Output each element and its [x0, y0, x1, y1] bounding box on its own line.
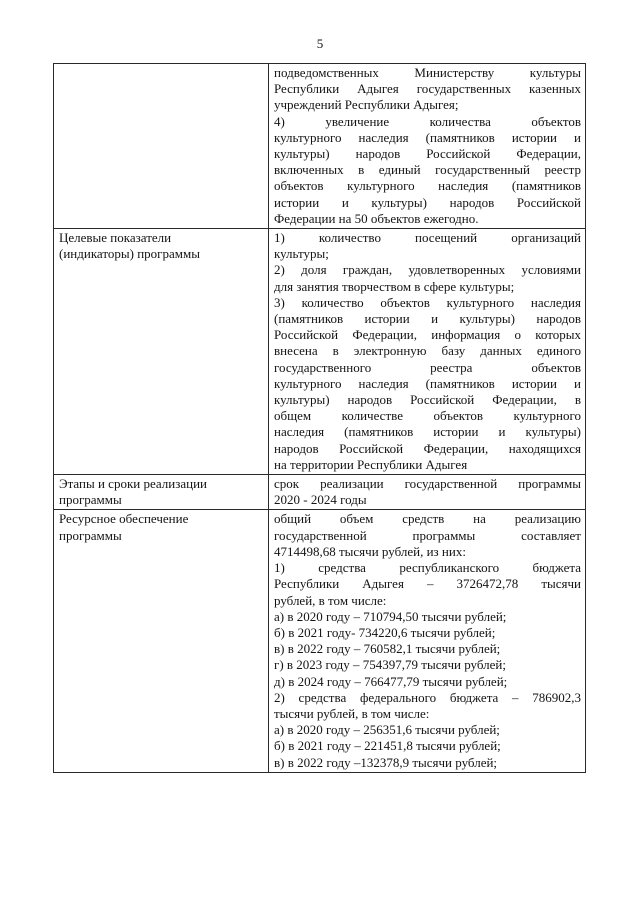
row-value-line: внесена в электронную базу данных единого — [274, 343, 581, 359]
row-value-cell — [269, 510, 586, 772]
row-value-line: тысячи рублей, в том числе: — [274, 705, 430, 721]
row-value-line: культуры; — [274, 246, 329, 262]
row-value-line: общий объем средств на реализацию — [274, 511, 581, 527]
row-label-line: Ресурсное обеспечение — [59, 511, 189, 527]
row-value-line: 1) количество посещений организаций — [274, 230, 581, 246]
row-value-line: 1) средства республиканского бюджета — [274, 560, 581, 576]
row-value-line: срок реализации государственной программы — [274, 476, 581, 492]
row-value-line: включенных в единый государственный реестр — [274, 162, 581, 178]
table-row — [54, 475, 586, 510]
row-label-cell — [54, 64, 269, 229]
row-value-line: культурного наследия (памятников истории и — [274, 375, 581, 391]
row-value-line: государственной программы составляет — [274, 527, 581, 543]
row-value-line: культуры) народов Российской Федерации, — [274, 146, 581, 162]
table-row — [54, 510, 586, 772]
row-value-cell — [269, 475, 586, 510]
row-value-line: 2) доля граждан, удовлетворенных условиями — [274, 262, 581, 278]
row-value-line: 2020 - 2024 годы — [274, 492, 367, 508]
row-value-line: наследия (памятников истории и культуры) — [274, 424, 581, 440]
row-value-line: Федерации на 50 объектов ежегодно. — [274, 210, 479, 226]
row-value-line: на территории Республики Адыгея — [274, 456, 468, 472]
table-row — [54, 229, 586, 475]
row-value-line: 2) средства федерального бюджета – 786902,3 — [274, 689, 581, 705]
row-value-line: Республики Адыгея – 3726472,78 тысячи — [274, 576, 581, 592]
row-value-line: учреждений Республики Адыгея; — [274, 97, 459, 113]
row-value-line: рублей, в том числе: — [274, 592, 387, 608]
row-value-line: Республики Адыгея государственных казенных — [274, 81, 581, 97]
page-number: 5 — [316, 36, 324, 51]
row-label-line: Этапы и сроки реализации — [59, 476, 207, 492]
row-value-line: а) в 2020 году – 710794,50 тысячи рублей; — [274, 608, 507, 624]
row-value-line: 4) увеличение количества объектов — [274, 113, 581, 129]
row-value-line: б) в 2021 году- 734220,6 тысячи рублей; — [274, 624, 496, 640]
table-row — [54, 64, 586, 229]
row-label-line: Целевые показатели — [59, 230, 172, 246]
row-value-line: для занятия творчеством в сфере культуры; — [274, 278, 515, 294]
row-value-line: (памятников истории и культуры) народов — [274, 311, 581, 327]
row-label-line: программы — [59, 492, 122, 508]
row-value-line: культуры) народов Российской Федерации, в — [274, 392, 581, 408]
row-label-cell — [54, 510, 269, 772]
row-value-line: 3) количество объектов культурного наследия — [274, 294, 581, 310]
row-value-line: объектов культурного наследия (памятников — [274, 178, 581, 194]
row-value-line: народов Российской Федерации, находящихся — [274, 440, 581, 456]
row-value-line: общем количестве объектов культурного — [274, 408, 581, 424]
row-value-line: а) в 2020 году – 256351,6 тысячи рублей; — [274, 722, 500, 738]
row-value-line: подведомственных Министерству культуры — [274, 65, 581, 80]
row-value-line: д) в 2024 году – 766477,79 тысячи рублей; — [274, 673, 508, 689]
row-value-cell — [269, 64, 586, 229]
row-value-line: культурного наследия (памятников истории и — [274, 129, 581, 145]
row-value-line: истории и культуры) народов Российской — [274, 194, 581, 210]
row-value-line: в) в 2022 году –132378,9 тысячи рублей; — [274, 754, 498, 770]
row-label-line: (индикаторы) программы — [59, 246, 200, 262]
table-body — [54, 64, 586, 773]
row-value-line: Российской Федерации, информация о которых — [274, 327, 581, 343]
row-label-cell — [54, 475, 269, 510]
row-value-line: 4714498,68 тысячи рублей, из них: — [274, 543, 466, 559]
row-value-cell — [269, 229, 586, 475]
row-value-line: в) в 2022 году – 760582,1 тысячи рублей; — [274, 641, 501, 657]
row-label-line: программы — [59, 527, 122, 543]
program-passport-table — [53, 63, 586, 773]
row-value-line: б) в 2021 году – 221451,8 тысячи рублей; — [274, 738, 501, 754]
row-value-line: государственного реестра объектов — [274, 359, 581, 375]
row-label-cell — [54, 229, 269, 475]
row-value-line: г) в 2023 году – 754397,79 тысячи рублей; — [274, 657, 506, 673]
